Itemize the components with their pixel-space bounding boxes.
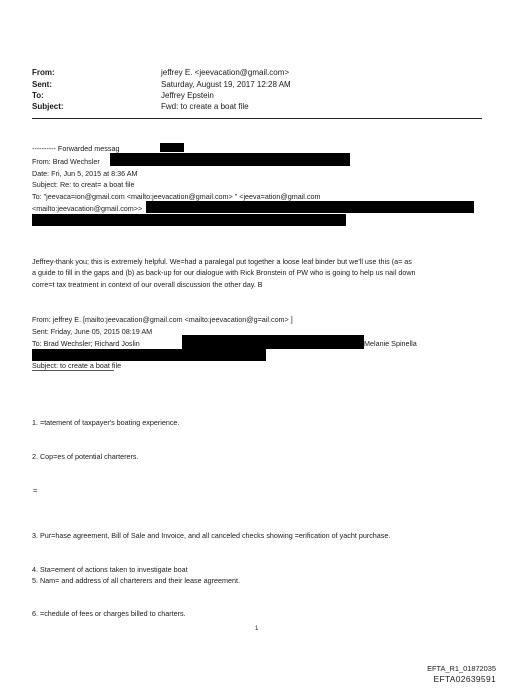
redaction-block (110, 153, 350, 166)
bates-number-secondary: EFTA02639591 (433, 674, 496, 684)
redaction-block (182, 335, 364, 349)
stray-char: = (33, 486, 38, 495)
to-value: Jeffrey Epstein (161, 91, 214, 100)
redaction-block (160, 143, 184, 152)
page-number: 1 (255, 626, 259, 632)
from-value: jeffrey E. <jeevacation@gmail.com> (161, 68, 290, 77)
original-to: To: Brad Wechsler; Richard Joslin (32, 339, 140, 348)
subject-label: Subject: (32, 102, 64, 111)
forwarded-marker: ---------- Forwarded messag (32, 144, 120, 153)
subject-underline (32, 370, 114, 371)
original-to-extra: Melanie Spinella (364, 339, 417, 348)
bates-number-primary: EFTA_R1_01872035 (427, 664, 496, 673)
list-item: 3. Pur=hase agreement, Bill of Sale and Invoice, and all canceled checks showing =erification of yacht purchase. (32, 531, 391, 540)
header-divider (32, 118, 482, 119)
forwarded-date: Date: Fri, Jun 5, 2015 at 8:36 AM (32, 169, 138, 178)
forwarded-to-cont: <mailto:jeevacation@gmail.com>> (32, 204, 143, 213)
original-from: From: jeffrey E. [mailto:jeevacation@gmail.com <mailto:jeevacation@g=ail.com> ] (32, 315, 293, 324)
list-item: 6. =chedule of fees or charges billed to charters. (32, 609, 186, 618)
list-item: 5. Nam= and address of all charterers and their lease agreement. (32, 576, 240, 585)
list-item: 1. =tatement of taxpayer's boating experience. (32, 418, 180, 427)
reply-line: a guide to fill in the gaps and (b) as back-up for our dialogue with Rick Bronstein of PW who is going to help us nail down (32, 268, 416, 277)
list-item: 2. Cop=es of potential charterers. (32, 452, 139, 461)
redaction-block (146, 201, 474, 213)
reply-line: Jeffrey-thank you; this is extremely helpful. We=had a paralegal put together a loose leaf binder but we'll use this (a= as (32, 257, 412, 266)
redaction-block (32, 214, 346, 226)
original-sent: Sent: Friday, June 05, 2015 08:19 AM (32, 327, 153, 336)
to-label: To: (32, 91, 44, 100)
from-label: From: (32, 68, 55, 77)
forwarded-to: To: "jeevaca=ion@gmail.com <mailto:jeevacation@gmail.com> " <jeeva=ation@gmail.com (32, 192, 321, 201)
original-subject: Subject: to create a boat file (32, 361, 122, 370)
reply-line: corre=t tax treatment in context of our overall discussion the other day. B (32, 280, 263, 289)
list-item: 4. Sta=ement of actions taken to investigate boat (32, 565, 188, 574)
sent-label: Sent: (32, 80, 52, 89)
forwarded-from: From: Brad Wechsler (32, 157, 100, 166)
sent-value: Saturday, August 19, 2017 12:28 AM (161, 80, 291, 89)
forwarded-subject: Subject: Re: to creat= a boat file (32, 180, 135, 189)
subject-value: Fwd: to create a boat file (161, 102, 249, 111)
redaction-block (32, 349, 266, 361)
